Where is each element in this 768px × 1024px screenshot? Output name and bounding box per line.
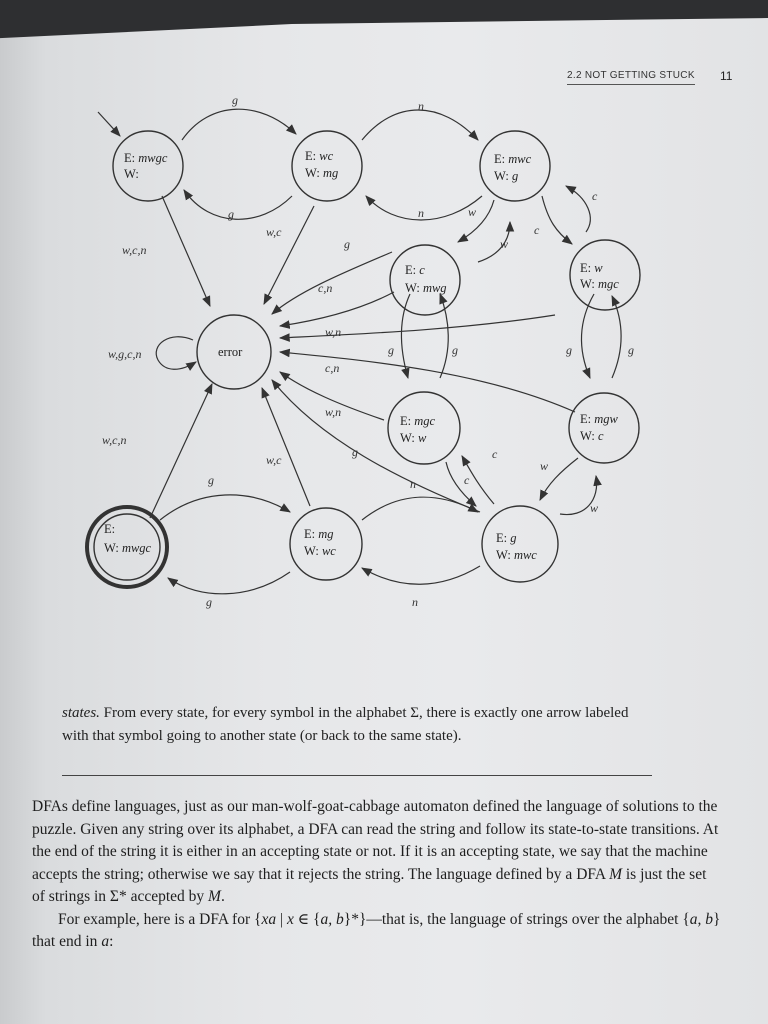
state-accepting <box>87 507 167 587</box>
transition-labels <box>102 93 634 609</box>
arrow-wc-mwgc <box>184 190 292 219</box>
svg-text:E: c: E: c <box>405 263 425 277</box>
paragraph-2: For example, here is a DFA for {xa | x ∈ {a, b}*}—that is, the language of strings over the alphabet {a, b} that end in a: <box>32 910 721 950</box>
arrow-mg-acc <box>168 572 290 594</box>
svg-text:E: mgw: E: mgw <box>580 412 618 426</box>
running-head: 2.2 NOT GETTING STUCK <box>567 70 695 81</box>
arrow-err-self <box>156 337 196 370</box>
arrow-mwgc-wc <box>182 109 296 140</box>
svg-text:g: g <box>628 343 634 357</box>
svg-text:c,n: c,n <box>325 361 340 375</box>
svg-text:c,n: c,n <box>318 281 333 295</box>
svg-text:n: n <box>418 206 424 220</box>
paragraph-1: DFAs define languages, just as our man-wolf-goat-cabbage automaton defined the language of solutions to the puzzle. Given any string over its alphabet, a DFA can read the string and follow its state-to-state transitions. At the end of the string it is either in an accepting state or not. If it is an accepting state, we say that the machine accepts the string; otherwise we say that it rejects the string. The language defined by a DFA M is just the set of strings in Σ* accepted by M. <box>32 798 719 905</box>
svg-text:n: n <box>418 99 424 113</box>
state-wc <box>292 131 362 201</box>
svg-text:g: g <box>352 445 358 459</box>
arrow-g-mg <box>362 566 480 584</box>
svg-text:W: wc: W: wc <box>304 544 336 558</box>
svg-text:E: g: E: g <box>496 531 517 545</box>
arrow-mwc-w <box>542 196 572 244</box>
svg-text:g: g <box>566 343 572 357</box>
state-w <box>570 240 640 310</box>
svg-text:n: n <box>412 595 418 609</box>
svg-text:g: g <box>388 343 394 357</box>
state-g <box>482 506 558 582</box>
svg-text:n: n <box>410 477 416 491</box>
svg-text:E: w: E: w <box>580 261 603 275</box>
arrow-mwc-wc <box>366 196 482 220</box>
definition-text: states. From every state, for every symbol in the alphabet Σ, there is exactly one arrow labeled with that symbol going to another state (or back to the same state). <box>62 705 629 744</box>
svg-text:W: mwc: W: mwc <box>496 548 537 562</box>
state-mgc <box>388 392 460 464</box>
svg-text:c: c <box>492 447 498 461</box>
svg-text:w: w <box>468 205 477 219</box>
svg-text:w: w <box>500 237 509 251</box>
arrow-g-error <box>272 380 480 512</box>
arrow-mg-g <box>362 497 478 520</box>
page-number: 11 <box>720 69 733 83</box>
svg-text:W: w: W: w <box>400 431 427 445</box>
svg-text:g: g <box>452 343 458 357</box>
svg-text:w,c,n: w,c,n <box>122 243 147 257</box>
svg-text:c: c <box>592 189 598 203</box>
svg-text:w,n: w,n <box>325 325 342 339</box>
svg-text:W: mgc: W: mgc <box>580 277 619 291</box>
svg-text:w,g,c,n: w,g,c,n <box>108 347 142 361</box>
svg-text:w,c: w,c <box>266 225 282 239</box>
svg-text:W:: W: <box>124 167 139 181</box>
svg-text:E: mgc: E: mgc <box>400 414 436 428</box>
body-text <box>32 796 722 954</box>
svg-text:w,n: w,n <box>325 405 342 419</box>
svg-text:c: c <box>534 223 540 237</box>
state-mg <box>290 508 362 580</box>
svg-text:E: wc: E: wc <box>305 149 334 163</box>
svg-text:W: mwg: W: mwg <box>405 281 447 295</box>
definition-rule <box>62 775 652 776</box>
svg-text:c: c <box>464 473 470 487</box>
svg-text:g: g <box>344 237 350 251</box>
state-mgw <box>569 393 639 463</box>
svg-text:E: mg: E: mg <box>304 527 334 541</box>
svg-text:W: c: W: c <box>580 429 604 443</box>
arrow-wc-error <box>264 206 314 304</box>
svg-text:w: w <box>590 501 599 515</box>
arrow-wc-mwc <box>362 110 478 140</box>
state-mwgc <box>113 131 183 201</box>
svg-text:W: g: W: g <box>494 169 519 183</box>
svg-text:W: mg: W: mg <box>305 166 339 180</box>
arrow-mwgc-error <box>162 196 210 306</box>
svg-text:E:: E: <box>104 522 116 536</box>
svg-text:g: g <box>228 207 234 221</box>
state-error <box>197 315 271 389</box>
svg-text:E: mwc: E: mwc <box>494 152 532 166</box>
svg-text:w: w <box>540 459 549 473</box>
arrow-mg-error <box>262 388 310 506</box>
arrow-acc-mg <box>160 495 290 520</box>
state-c <box>390 245 460 315</box>
transition-arrows <box>98 109 621 594</box>
svg-text:g: g <box>206 595 212 609</box>
svg-text:W: mwgc: W: mwgc <box>104 541 152 555</box>
svg-text:error: error <box>218 345 243 359</box>
svg-text:w,c,n: w,c,n <box>102 433 127 447</box>
start-arrow <box>98 112 120 136</box>
svg-text:E: mwgc: E: mwgc <box>124 151 168 165</box>
svg-text:w,c: w,c <box>266 453 282 467</box>
arrow-w-mwc <box>566 186 590 232</box>
svg-text:g: g <box>208 473 214 487</box>
svg-text:g: g <box>232 93 238 107</box>
state-mwc <box>480 131 550 201</box>
arrow-w-mgw <box>581 294 594 378</box>
